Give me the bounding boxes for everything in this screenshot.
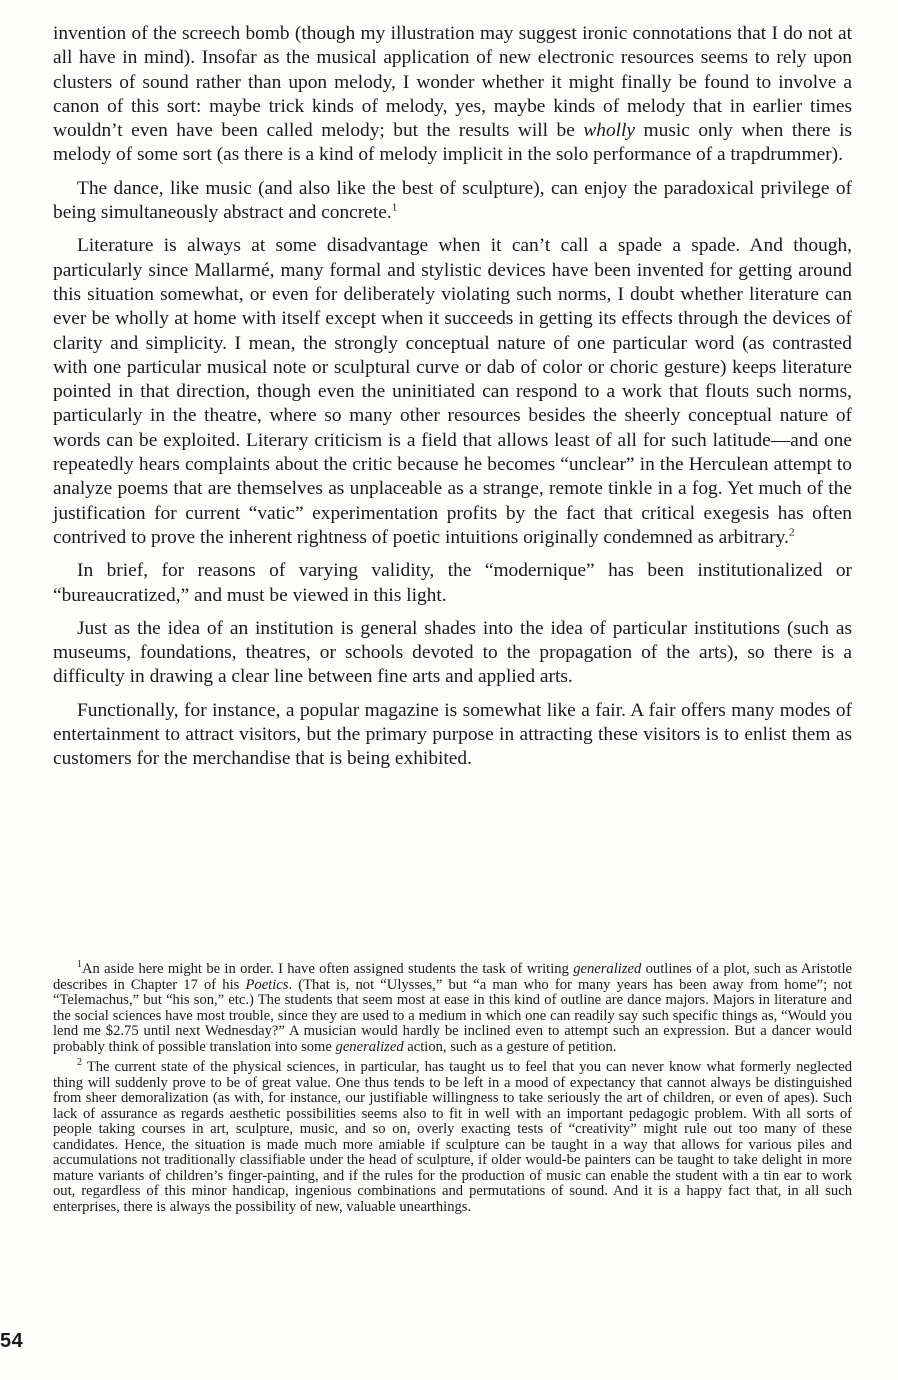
footnote [53,959,852,1055]
paragraph-text: Literature is always at some disadvantage when it can’t call a spade a spade. And though, particularly since Mallarmé, many formal and stylistic devices have been invented for getting around this situation somewhat, or even for deliberately violating such norms, I doubt whether literature can ever be wholly at home with itself except when it succeeds in getting its effects through the devices of clarity and simplicity. I mean, the strongly conceptual nature of one particular word (as contrasted with one particular musical note or sculptural curve or dab of color or choric gesture) keeps literature pointed in that direction, though even the uninitiated can respond to a work that flouts such norms, particularly in the theatre, where so many other resources besides the sheerly conceptual nature of words can be exploited. Literary criticism is a field that allows least of all for such latitude—and one repeatedly hears complaints about the critic because he becomes “unclear” in the Herculean attempt to analyze poems that are themselves as unplaceable as a strange, remote tinkle in a fog. Yet much of the justification for current “vatic” experimentation profits by the fact that critical exegesis has often contrived to prove the inherent rightness of poetic intuitions originally condemned as arbitrary. [53,235,852,548]
paragraph-text: Functionally, for instance, a popular magazine is somewhat like a fair. A fair offers many modes of entertainment to attract visitors, but the primary purpose in attracting these visitors is to enlist them as customers for the merchandise that is being exhibited. [53,699,852,770]
footnote-marker: 1 [77,959,82,971]
footnote-italic: generalized [335,1038,404,1055]
footnote-text: . (That is, not “Ulysses,” but “a man who for many years has been away from home”; not “Telemachus,” but “his son,” etc.) The students that seem most at ease in this kind of outline are dance majors. Majors in literature and the social sciences have most trouble, since they are used to a medium in which one can readily say such specific things as, “Would you lend me $2.75 until next Wednesday?” A musician would hardly be inclined even to attempt such an expression. But a dancer would probably think of possible translation into some [53,976,852,1055]
paragraph [53,699,852,772]
paragraph [53,177,852,226]
paragraph [53,617,852,690]
footnote-reference: 2 [788,526,795,539]
paragraph [53,234,852,550]
footnote-marker: 2 [77,1057,82,1069]
emphasis-text: wholly [583,120,636,142]
footnotes [53,959,852,1220]
paragraph-text: The dance, like music (and also like the best of sculpture), can enjoy the paradoxical privilege of being simultaneously abstract and concrete. [53,177,852,224]
footnote-text: outlines of a plot, such as Aristotle describes in Chapter 17 of his [53,961,852,993]
paragraph [53,559,852,608]
paragraph [53,22,852,168]
paragraph-text-continued: music only when there is melody of some sort (as there is a kind of melody implicit in the solo performance of a trapdrummer). [53,120,853,166]
footnote-italic: generalized [573,961,642,977]
paragraph-text: In brief, for reasons of varying validity, the “modernique” has been institutionalized or “bureaucratized,” and must be viewed in this light. [53,560,852,606]
footnote [53,1057,852,1215]
footnote-text: action, such as a gesture of petition. [403,1038,617,1055]
body-text [53,22,852,781]
paragraph-text: Just as the idea of an institution is general shades into the idea of particular institutions (such as museums, foundations, theatres, or schools devoted to the propagation of the arts), so there is a difficulty in drawing a clear line between fine arts and applied arts. [53,617,852,688]
paragraph-text: invention of the screech bomb (though my illustration may suggest ironic connotations that I do not at all have in mind). Insofar as the musical application of new electronic resources seems to rely upon clusters of sound rather than upon melody, I wonder whether it might finally be found to involve a canon of this sort: maybe trick kinds of melody, yes, maybe kinds of melody that in earlier times wouldn’t even have been called melody; but the results will be [53,23,852,142]
footnote-reference: 1 [391,201,398,214]
footnote-italic: Poetics [245,976,289,993]
footnote-text: The current state of the physical sciences, in particular, has taught us to feel that you can never know what formerly neglected thing will suddenly prove to be of great value. One thus tends to be left in a mood of expectancy that cannot always be distinguished from sheer demoralization (as with, for instance, our justifiable willingness to take seriously the art of children, or even of apes). Such lack of assurance as regards aesthetic possibilities seems also to fit in well with an important pedagogic problem. With all sorts of people taking courses in art, sculpture, music, and so on, overly exacting tests of “creativity” might rule out too many of these candidates. Hence, the situation is made much more amiable if sculpture can be taught in a way that allows for various piles and accumulations not traditionally classifiable under the head of sculpture, if older would-be painters can be taught to take delight in more mature variants of children’s finger-painting, and if the rules for the production of music can enable the student with a tin ear to work out, regardless of this minor handicap, ingenious combinations and permutations of sound. And it is a happy fact that, in all such enterprises, there is always the possibility of new, valuable unearthings. [53,1059,852,1215]
footnote-text: An aside here might be in order. I have often assigned students the task of writing [82,961,574,977]
page-number: 54 [0,1330,24,1352]
